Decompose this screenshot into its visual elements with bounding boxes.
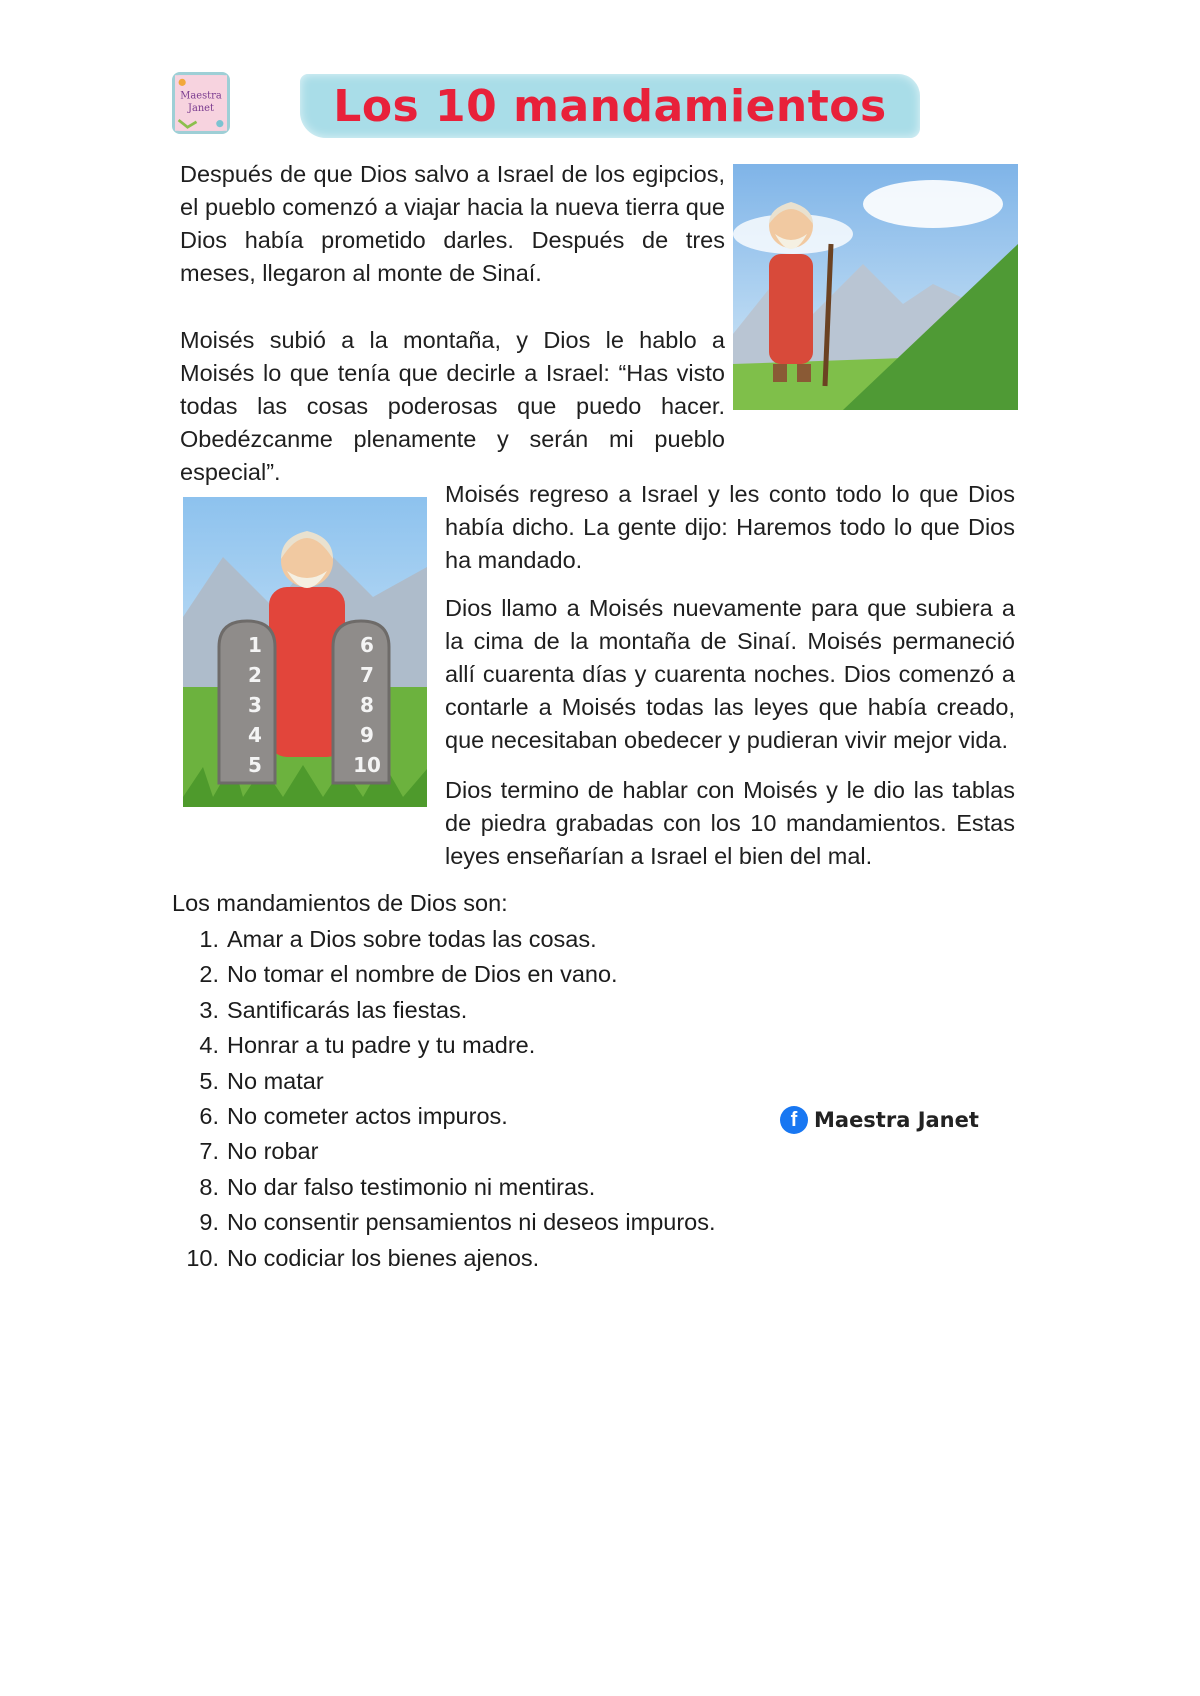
list-item <box>180 1170 716 1205</box>
tablet-number: 2 <box>248 663 262 687</box>
maestra-janet-logo <box>172 72 230 134</box>
item-text: No matar <box>227 1067 324 1094</box>
commandments-intro: Los mandamientos de Dios son: <box>172 890 508 916</box>
logo-badge-icon <box>175 75 227 131</box>
tablet-number: 4 <box>248 723 262 747</box>
page-title: Los 10 mandamientos <box>333 80 887 132</box>
item-text: Amar a Dios sobre todas las cosas. <box>227 926 597 952</box>
paragraph-4: Dios llamo a Moisés nuevamente para que subiera a la cima de la montaña de Sinaí. Moisés permaneció allí cuarenta días y cuarenta noches. Dios comenzó a contarle a Moisés todas las leyes que había creado, que necesitaban obedecer y pudieran vivir mejor vida. <box>445 595 1015 753</box>
tablet-number: 7 <box>360 663 374 687</box>
tablet-number: 9 <box>360 723 374 747</box>
item-text: No consentir pensamientos ni deseos impuros. <box>227 1209 716 1236</box>
facebook-icon: f <box>780 1106 808 1134</box>
item-text: No robar <box>227 1138 319 1165</box>
paragraph-2: Moisés subió a la montaña, y Dios le hablo a Moisés lo que tenía que decirle a Israel: “Has visto todas las cosas poderosas que puedo hacer. Obedézcanme plenamente y serán mi pueblo especial”. <box>180 327 725 485</box>
title-banner <box>300 74 920 138</box>
item-text: No codiciar los bienes ajenos. <box>227 1244 540 1271</box>
facebook-credit-link[interactable] <box>780 1106 979 1134</box>
tablet-number: 5 <box>248 753 262 777</box>
paragraph-3: Moisés regreso a Israel y les conto todo lo que Dios había dicho. La gente dijo: Haremos todo lo que Dios ha mandado. <box>445 481 1015 573</box>
commandments-list <box>180 922 716 1276</box>
tablet-number: 8 <box>360 693 374 717</box>
item-text: No tomar el nombre de Dios en vano. <box>227 961 618 988</box>
item-number: 3. <box>199 996 219 1023</box>
moses-tablets-illustration <box>183 497 427 807</box>
item-number: 5. <box>199 1067 219 1094</box>
item-text: Honrar a tu padre y tu madre. <box>227 1032 536 1059</box>
list-item <box>180 1205 716 1240</box>
item-number: 9. <box>199 1209 219 1236</box>
list-item <box>180 993 716 1028</box>
logo-text-line-2: Janet <box>188 103 214 115</box>
list-item <box>180 1241 716 1276</box>
item-text: No dar falso testimonio ni mentiras. <box>227 1173 596 1200</box>
item-text: No cometer actos impuros. <box>227 1102 508 1129</box>
item-text: Santificarás las fiestas. <box>227 996 468 1023</box>
logo-text-line-1: Maestra <box>180 90 222 102</box>
credit-text: Maestra Janet <box>814 1108 979 1132</box>
item-number: 4. <box>199 1032 219 1059</box>
item-number: 7. <box>199 1138 219 1165</box>
paragraph-5: Dios termino de hablar con Moisés y le dio las tablas de piedra grabadas con los 10 mandamientos. Estas leyes enseñarían a Israel el bien del mal. <box>445 777 1015 869</box>
item-number: 8. <box>199 1173 219 1200</box>
list-item <box>180 957 716 992</box>
list-item <box>180 922 716 957</box>
list-item <box>180 1028 716 1063</box>
tablet-number: 3 <box>248 693 262 717</box>
list-item <box>180 1099 716 1134</box>
list-item <box>180 1064 716 1099</box>
tablet-number: 6 <box>360 633 374 657</box>
paragraph-1: Después de que Dios salvo a Israel de los egipcios, el pueblo comenzó a viajar hacia la nueva tierra que Dios había prometido darles. Después de tres meses, llegaron al monte de Sinaí. <box>180 161 725 286</box>
list-item <box>180 1134 716 1169</box>
tablet-number: 1 <box>248 633 262 657</box>
item-number: 1. <box>199 926 219 952</box>
item-number: 10. <box>186 1244 219 1271</box>
item-number: 2. <box>199 961 219 988</box>
moses-climbing-illustration <box>733 164 1018 410</box>
item-number: 6. <box>199 1102 219 1129</box>
tablet-number: 10 <box>353 753 381 777</box>
